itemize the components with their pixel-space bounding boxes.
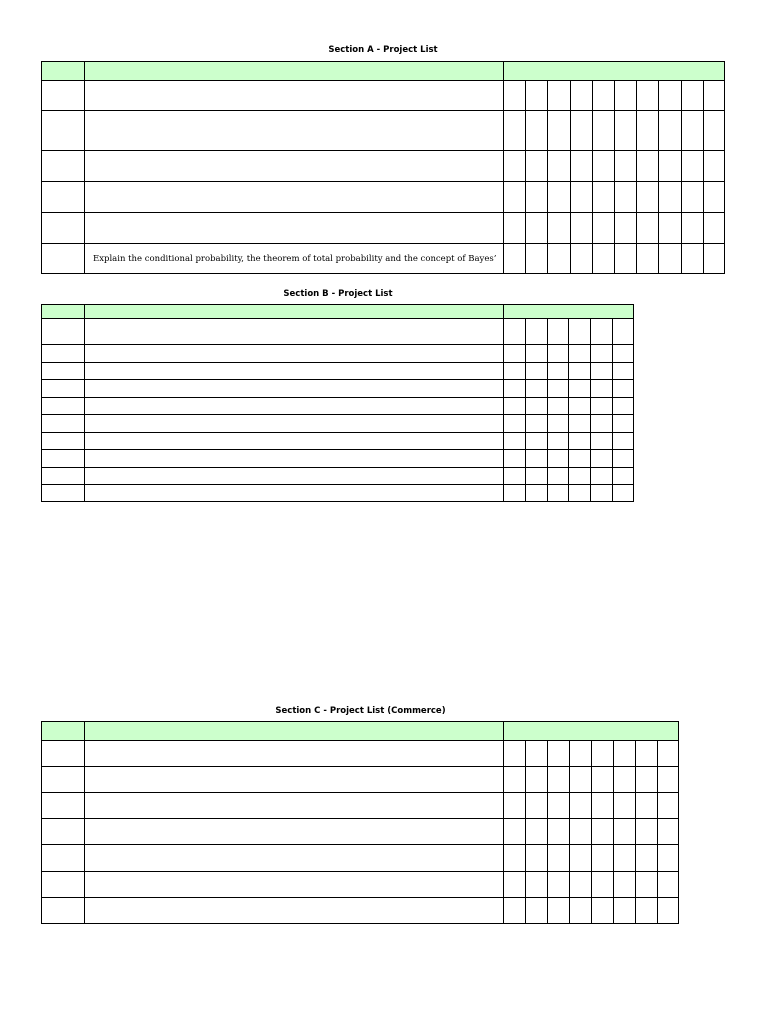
row-description-cell <box>84 150 503 181</box>
mark-cell <box>568 397 590 414</box>
mark-cell <box>592 243 614 274</box>
row-description-cell <box>84 740 503 766</box>
mark-cell <box>612 467 634 484</box>
mark-cell <box>503 766 525 792</box>
mark-cell <box>613 871 635 897</box>
row-description-cell <box>84 844 503 871</box>
mark-cell <box>590 432 612 449</box>
mark-cell <box>570 110 592 150</box>
row-description-cell <box>84 362 503 379</box>
mark-cell <box>614 181 636 212</box>
row-number-cell <box>41 897 84 924</box>
mark-cell <box>503 362 525 379</box>
mark-cell <box>525 818 547 844</box>
mark-cell <box>503 818 525 844</box>
mark-cell <box>525 414 547 432</box>
row-number-cell <box>41 379 84 397</box>
mark-cell <box>590 397 612 414</box>
mark-cell <box>547 432 569 449</box>
row-number-cell <box>41 740 84 766</box>
header-marks-cell <box>503 721 679 740</box>
row-number-cell <box>41 362 84 379</box>
mark-cell <box>657 766 679 792</box>
mark-cell <box>547 414 569 432</box>
mark-cell <box>613 897 635 924</box>
mark-cell <box>703 243 725 274</box>
mark-cell <box>703 150 725 181</box>
mark-cell <box>612 318 634 344</box>
mark-cell <box>503 344 525 362</box>
mark-cell <box>591 792 613 818</box>
mark-cell <box>547 397 569 414</box>
mark-cell <box>525 844 547 871</box>
row-number-cell <box>41 844 84 871</box>
mark-cell <box>503 449 525 467</box>
header-number-cell <box>41 61 84 80</box>
header-marks-cell <box>503 304 634 318</box>
mark-cell <box>525 449 547 467</box>
row-description-cell <box>84 818 503 844</box>
header-description-cell <box>84 304 503 318</box>
row-number-cell <box>41 467 84 484</box>
mark-cell <box>525 212 547 243</box>
mark-cell <box>635 844 657 871</box>
mark-cell <box>570 80 592 110</box>
mark-cell <box>547 110 569 150</box>
mark-cell <box>569 897 591 924</box>
row-description-cell <box>84 80 503 110</box>
mark-cell <box>503 80 525 110</box>
project-description-text: Explain the conditional probability, the theorem of total probability and the concept of Bayes’ <box>93 254 497 264</box>
mark-cell <box>612 432 634 449</box>
row-description-cell <box>84 379 503 397</box>
mark-cell <box>503 150 525 181</box>
mark-cell <box>568 467 590 484</box>
mark-cell <box>636 181 658 212</box>
mark-cell <box>568 484 590 502</box>
mark-cell <box>568 362 590 379</box>
mark-cell <box>547 449 569 467</box>
mark-cell <box>612 484 634 502</box>
mark-cell <box>547 818 569 844</box>
mark-cell <box>503 740 525 766</box>
mark-cell <box>570 150 592 181</box>
mark-cell <box>657 818 679 844</box>
mark-cell <box>547 792 569 818</box>
mark-cell <box>525 432 547 449</box>
mark-cell <box>658 181 680 212</box>
mark-cell <box>569 766 591 792</box>
row-description-cell <box>84 766 503 792</box>
mark-cell <box>612 414 634 432</box>
row-description-cell <box>84 243 503 274</box>
mark-cell <box>503 181 525 212</box>
mark-cell <box>614 80 636 110</box>
row-number-cell <box>41 449 84 467</box>
mark-cell <box>635 766 657 792</box>
mark-cell <box>525 80 547 110</box>
mark-cell <box>568 414 590 432</box>
row-number-cell <box>41 110 84 150</box>
section-b-title: Section B - Project List <box>283 289 393 299</box>
section-a-title: Section A - Project List <box>328 45 438 55</box>
mark-cell <box>635 818 657 844</box>
row-description-cell <box>84 181 503 212</box>
mark-cell <box>613 844 635 871</box>
mark-cell <box>590 344 612 362</box>
mark-cell <box>525 397 547 414</box>
row-number-cell <box>41 871 84 897</box>
mark-cell <box>503 379 525 397</box>
section-c-title: Section C - Project List (Commerce) <box>275 706 446 716</box>
mark-cell <box>590 379 612 397</box>
mark-cell <box>592 212 614 243</box>
mark-cell <box>568 432 590 449</box>
mark-cell <box>681 243 703 274</box>
mark-cell <box>590 449 612 467</box>
row-description-cell <box>84 212 503 243</box>
mark-cell <box>569 818 591 844</box>
mark-cell <box>658 150 680 181</box>
mark-cell <box>547 362 569 379</box>
mark-cell <box>525 792 547 818</box>
mark-cell <box>503 414 525 432</box>
mark-cell <box>503 871 525 897</box>
mark-cell <box>612 362 634 379</box>
row-number-cell <box>41 432 84 449</box>
mark-cell <box>613 766 635 792</box>
mark-cell <box>525 766 547 792</box>
mark-cell <box>591 818 613 844</box>
mark-cell <box>525 379 547 397</box>
mark-cell <box>703 181 725 212</box>
mark-cell <box>657 871 679 897</box>
mark-cell <box>614 150 636 181</box>
row-number-cell <box>41 792 84 818</box>
mark-cell <box>547 897 569 924</box>
mark-cell <box>614 243 636 274</box>
mark-cell <box>657 844 679 871</box>
mark-cell <box>525 740 547 766</box>
mark-cell <box>503 212 525 243</box>
row-number-cell <box>41 766 84 792</box>
mark-cell <box>635 792 657 818</box>
mark-cell <box>681 80 703 110</box>
mark-cell <box>547 150 569 181</box>
mark-cell <box>657 740 679 766</box>
mark-cell <box>503 844 525 871</box>
mark-cell <box>635 897 657 924</box>
mark-cell <box>503 897 525 924</box>
mark-cell <box>503 397 525 414</box>
mark-cell <box>547 871 569 897</box>
row-description-cell <box>84 484 503 502</box>
mark-cell <box>525 467 547 484</box>
mark-cell <box>547 344 569 362</box>
row-number-cell <box>41 212 84 243</box>
mark-cell <box>636 110 658 150</box>
mark-cell <box>591 844 613 871</box>
row-description-cell <box>84 110 503 150</box>
mark-cell <box>525 318 547 344</box>
mark-cell <box>681 110 703 150</box>
mark-cell <box>658 80 680 110</box>
mark-cell <box>591 871 613 897</box>
header-description-cell <box>84 721 503 740</box>
row-number-cell <box>41 484 84 502</box>
mark-cell <box>614 110 636 150</box>
section-b-table <box>41 304 634 502</box>
mark-cell <box>569 844 591 871</box>
mark-cell <box>503 110 525 150</box>
row-description-cell <box>84 344 503 362</box>
mark-cell <box>592 150 614 181</box>
mark-cell <box>590 318 612 344</box>
mark-cell <box>503 467 525 484</box>
mark-cell <box>525 897 547 924</box>
mark-cell <box>592 181 614 212</box>
mark-cell <box>525 110 547 150</box>
mark-cell <box>503 484 525 502</box>
mark-cell <box>547 844 569 871</box>
mark-cell <box>568 449 590 467</box>
mark-cell <box>636 243 658 274</box>
mark-cell <box>592 80 614 110</box>
mark-cell <box>547 318 569 344</box>
mark-cell <box>525 150 547 181</box>
mark-cell <box>568 379 590 397</box>
mark-cell <box>569 792 591 818</box>
header-number-cell <box>41 304 84 318</box>
mark-cell <box>570 181 592 212</box>
mark-cell <box>614 212 636 243</box>
mark-cell <box>590 362 612 379</box>
mark-cell <box>612 379 634 397</box>
mark-cell <box>525 871 547 897</box>
mark-cell <box>525 344 547 362</box>
mark-cell <box>568 344 590 362</box>
header-description-cell <box>84 61 503 80</box>
mark-cell <box>635 740 657 766</box>
mark-cell <box>612 449 634 467</box>
mark-cell <box>570 243 592 274</box>
mark-cell <box>590 484 612 502</box>
mark-cell <box>503 792 525 818</box>
mark-cell <box>503 432 525 449</box>
row-description-cell <box>84 897 503 924</box>
mark-cell <box>703 212 725 243</box>
mark-cell <box>547 243 569 274</box>
mark-cell <box>636 212 658 243</box>
mark-cell <box>547 181 569 212</box>
row-description-cell <box>84 871 503 897</box>
row-number-cell <box>41 397 84 414</box>
mark-cell <box>547 467 569 484</box>
header-marks-cell <box>503 61 725 80</box>
mark-cell <box>591 897 613 924</box>
mark-cell <box>591 740 613 766</box>
mark-cell <box>703 110 725 150</box>
row-number-cell <box>41 150 84 181</box>
mark-cell <box>547 766 569 792</box>
mark-cell <box>681 212 703 243</box>
row-number-cell <box>41 818 84 844</box>
mark-cell <box>547 740 569 766</box>
mark-cell <box>592 110 614 150</box>
mark-cell <box>569 740 591 766</box>
mark-cell <box>591 766 613 792</box>
row-number-cell <box>41 414 84 432</box>
mark-cell <box>613 818 635 844</box>
mark-cell <box>703 80 725 110</box>
mark-cell <box>681 150 703 181</box>
mark-cell <box>525 484 547 502</box>
mark-cell <box>658 212 680 243</box>
mark-cell <box>635 871 657 897</box>
row-description-cell <box>84 414 503 432</box>
row-description-cell <box>84 467 503 484</box>
mark-cell <box>681 181 703 212</box>
row-number-cell <box>41 80 84 110</box>
mark-cell <box>636 80 658 110</box>
mark-cell <box>547 379 569 397</box>
mark-cell <box>657 792 679 818</box>
row-number-cell <box>41 181 84 212</box>
row-description-cell <box>84 397 503 414</box>
mark-cell <box>525 243 547 274</box>
mark-cell <box>547 80 569 110</box>
row-number-cell <box>41 344 84 362</box>
mark-cell <box>503 318 525 344</box>
mark-cell <box>569 871 591 897</box>
mark-cell <box>612 344 634 362</box>
mark-cell <box>570 212 592 243</box>
mark-cell <box>658 243 680 274</box>
row-description-cell <box>84 318 503 344</box>
mark-cell <box>547 484 569 502</box>
mark-cell <box>658 110 680 150</box>
row-description-cell <box>84 449 503 467</box>
mark-cell <box>657 897 679 924</box>
mark-cell <box>525 181 547 212</box>
mark-cell <box>590 467 612 484</box>
mark-cell <box>590 414 612 432</box>
mark-cell <box>636 150 658 181</box>
mark-cell <box>612 397 634 414</box>
row-number-cell <box>41 318 84 344</box>
row-description-cell <box>84 432 503 449</box>
mark-cell <box>525 362 547 379</box>
header-number-cell <box>41 721 84 740</box>
mark-cell <box>613 792 635 818</box>
section-c-table <box>41 721 679 924</box>
section-a-table <box>41 61 725 274</box>
mark-cell <box>613 740 635 766</box>
mark-cell <box>547 212 569 243</box>
mark-cell <box>568 318 590 344</box>
mark-cell <box>503 243 525 274</box>
row-number-cell <box>41 243 84 274</box>
row-description-cell <box>84 792 503 818</box>
